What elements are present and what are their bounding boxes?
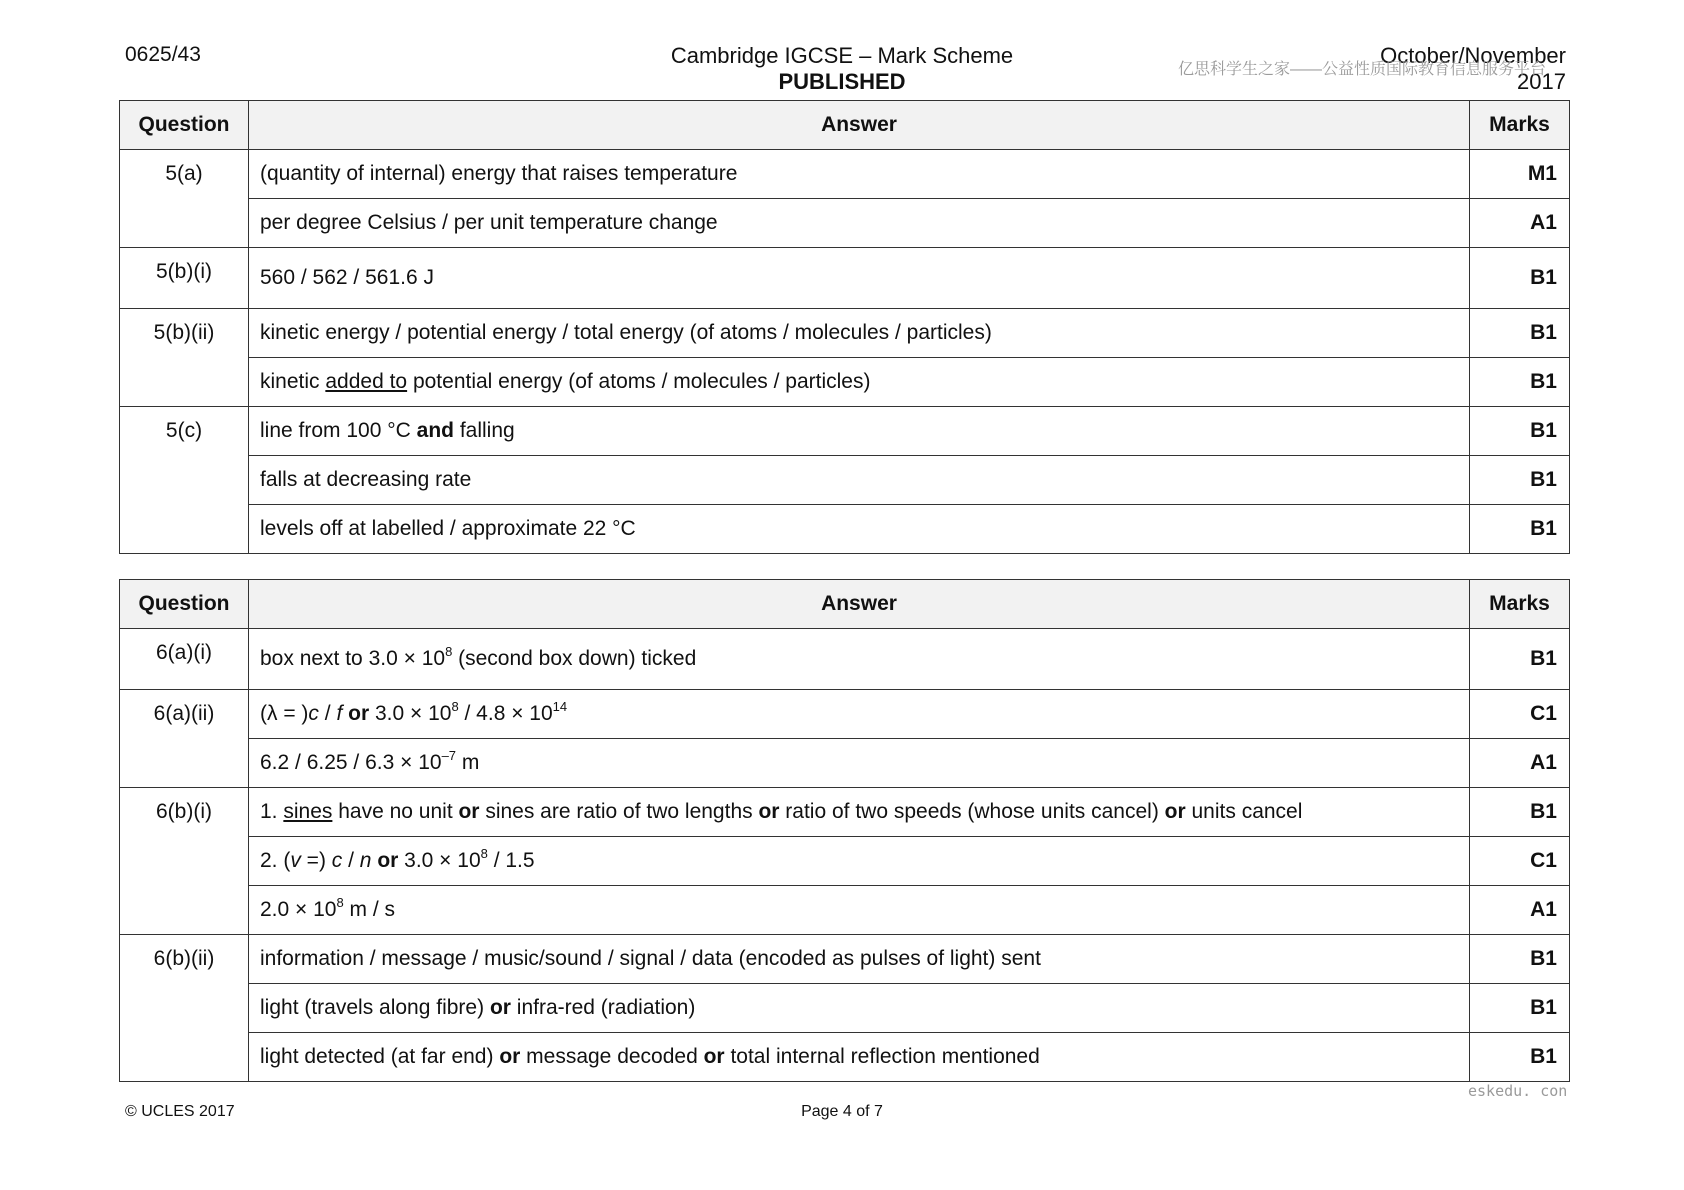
italic-var: v [290, 849, 301, 872]
answer-text: 2.0 × 10 [260, 898, 337, 921]
footer-watermark: eskedu. con [1468, 1082, 1568, 1100]
answer-text: box next to 3.0 × 10 [260, 647, 446, 670]
table-row [120, 358, 1570, 407]
answer-text: sines are ratio of two lengths [479, 800, 759, 823]
marks-cell: B1 [1470, 1033, 1570, 1082]
table-row [120, 505, 1570, 554]
table-row [120, 1033, 1570, 1082]
year-text: 2017 [1517, 69, 1566, 94]
header-answer: Answer [249, 580, 1470, 629]
answer-text: (second box down) ticked [452, 647, 697, 670]
answer-text: message decoded [520, 1045, 704, 1068]
table-row [120, 984, 1570, 1033]
answer-cell: information / message / music/sound / signal / data (encoded as pulses of light) sent [249, 935, 1470, 984]
marks-cell: A1 [1470, 739, 1570, 788]
table-row [120, 837, 1570, 886]
answer-cell [249, 984, 1470, 1033]
table-row [120, 150, 1570, 199]
answer-text: potential energy (of atoms / molecules / particles) [407, 370, 871, 393]
header-answer: Answer [249, 101, 1470, 150]
header-question: Question [120, 101, 249, 150]
table-row [120, 407, 1570, 456]
table-row [120, 935, 1570, 984]
answer-cell: 560 / 562 / 561.6 J [249, 248, 1470, 309]
question-number: 5(b)(ii) [120, 309, 249, 407]
superscript: –7 [441, 748, 457, 763]
keyword: or [458, 800, 480, 823]
page-number: Page 4 of 7 [801, 1103, 883, 1120]
answer-text: have no unit [332, 800, 459, 823]
answer-text: total internal reflection mentioned [724, 1045, 1040, 1068]
marks-cell: B1 [1470, 456, 1570, 505]
table-row [120, 886, 1570, 935]
italic-var: n [359, 849, 372, 872]
answer-text: units cancel [1185, 800, 1303, 823]
marks-cell: B1 [1470, 788, 1570, 837]
table-row [120, 248, 1570, 309]
marks-cell: B1 [1470, 629, 1570, 690]
answer-text: m [456, 751, 480, 774]
answer-cell [249, 358, 1470, 407]
table-header-row [120, 101, 1570, 150]
marks-cell: A1 [1470, 886, 1570, 935]
answer-cell [249, 886, 1470, 935]
answer-cell: per degree Celsius / per unit temperature change [249, 199, 1470, 248]
answer-text: infra-red (radiation) [510, 996, 696, 1019]
marks-cell: B1 [1470, 935, 1570, 984]
superscript: 8 [480, 846, 488, 861]
answer-cell [249, 1033, 1470, 1082]
table-row [120, 739, 1570, 788]
answer-text: light (travels along fibre) [260, 996, 490, 1019]
answer-cell [249, 837, 1470, 886]
table-header-row [120, 580, 1570, 629]
answer-cell [249, 690, 1470, 739]
answer-text: / 1.5 [487, 849, 535, 872]
table-row [120, 309, 1570, 358]
header-marks: Marks [1470, 101, 1570, 150]
answer-text: / [318, 702, 337, 725]
question-number: 6(a)(i) [120, 629, 249, 690]
watermark-text: 亿思科学生之家——公益性质国际教育信息服务平台 [1178, 61, 1547, 78]
answer-cell: levels off at labelled / approximate 22 °C [249, 505, 1470, 554]
italic-var: f [336, 702, 343, 725]
header-question: Question [120, 580, 249, 629]
keyword: or [499, 1045, 521, 1068]
answer-text: kinetic [260, 370, 326, 393]
keyword: and [416, 419, 454, 442]
keyword: or [489, 996, 511, 1019]
marks-cell: C1 [1470, 690, 1570, 739]
table-row [120, 456, 1570, 505]
title-text: Cambridge IGCSE – Mark Scheme [670, 43, 1014, 68]
answer-text: 3.0 × 10 [404, 849, 481, 872]
paper-code: 0625/43 [125, 43, 201, 66]
answer-cell: kinetic energy / potential energy / total energy (of atoms / molecules / particles) [249, 309, 1470, 358]
answer-text: 3.0 × 10 [374, 702, 452, 725]
table-row [120, 199, 1570, 248]
marks-cell: C1 [1470, 837, 1570, 886]
header-marks: Marks [1470, 580, 1570, 629]
superscript: 8 [336, 895, 344, 910]
copyright: © UCLES 2017 [125, 1103, 235, 1120]
answer-text: light detected (at far end) [260, 1045, 500, 1068]
italic-var: c [308, 702, 319, 725]
keyword: or [758, 800, 780, 823]
answer-text: / [342, 849, 360, 872]
answer-cell [249, 629, 1470, 690]
answer-cell [249, 407, 1470, 456]
question-number: 6(b)(ii) [120, 935, 249, 1082]
published-label: PUBLISHED [778, 69, 906, 94]
answer-cell: falls at decreasing rate [249, 456, 1470, 505]
underlined-text: sines [283, 800, 333, 823]
keyword: or [1164, 800, 1186, 823]
mark-scheme-table-6 [119, 579, 1570, 1082]
keyword: or [371, 849, 405, 872]
marks-cell: B1 [1470, 309, 1570, 358]
answer-text: =) [300, 849, 332, 872]
question-number: 5(b)(i) [120, 248, 249, 309]
mark-scheme-table-5 [119, 100, 1570, 554]
answer-cell [249, 739, 1470, 788]
marks-cell: B1 [1470, 505, 1570, 554]
answer-text: ratio of two speeds (whose units cancel) [779, 800, 1165, 823]
answer-text: m / s [343, 898, 396, 921]
question-number: 5(c) [120, 407, 249, 554]
answer-text: line from 100 °C [260, 419, 417, 442]
marks-cell: B1 [1470, 358, 1570, 407]
marks-cell: B1 [1470, 248, 1570, 309]
table-row [120, 788, 1570, 837]
marks-cell: B1 [1470, 407, 1570, 456]
answer-text: 2. ( [260, 849, 291, 872]
marks-cell: A1 [1470, 199, 1570, 248]
answer-cell [249, 788, 1470, 837]
answer-text: / 4.8 × 10 [458, 702, 553, 725]
keyword: or [342, 702, 375, 725]
italic-var: c [331, 849, 343, 872]
question-number: 5(a) [120, 150, 249, 248]
answer-text: 6.2 / 6.25 / 6.3 × 10 [260, 751, 442, 774]
answer-text: (λ = ) [260, 702, 309, 725]
answer-text: 1. [260, 800, 284, 823]
keyword: or [703, 1045, 725, 1068]
superscript: 8 [451, 699, 459, 714]
marks-cell: M1 [1470, 150, 1570, 199]
superscript: 14 [552, 699, 568, 714]
question-number: 6(a)(ii) [120, 690, 249, 788]
marks-cell: B1 [1470, 984, 1570, 1033]
table-row [120, 690, 1570, 739]
table-row [120, 629, 1570, 690]
superscript: 8 [445, 644, 453, 659]
answer-cell: (quantity of internal) energy that raises temperature [249, 150, 1470, 199]
underlined-text: added to [325, 370, 408, 393]
question-number: 6(b)(i) [120, 788, 249, 935]
answer-text: falling [453, 419, 515, 442]
session-text: October/November [1380, 43, 1566, 68]
